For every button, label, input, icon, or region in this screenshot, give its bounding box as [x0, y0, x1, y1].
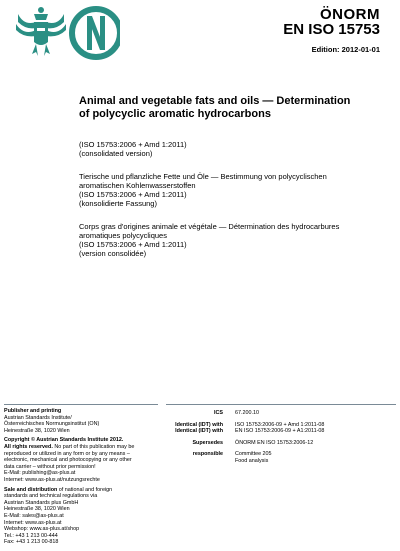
- austrian-standards-logo: [14, 4, 120, 62]
- text-line: Heinestraße 38, 1020 Wien: [4, 427, 70, 434]
- ics-row: [166, 410, 396, 417]
- text-line: (consolidated version): [79, 149, 153, 158]
- text-line: data carrier – without prior permission!: [4, 463, 96, 470]
- ics-label: ICS: [214, 410, 223, 416]
- supersedes-label: Supersedes: [192, 439, 223, 446]
- text-line: Tierische und pflanzliche Fette und Öle — Bestimmung von polycyclischen: [79, 172, 327, 181]
- footer-divider-left: [4, 404, 158, 405]
- identical-value: EN ISO 15753:2006-09 + A1:2011-08: [235, 428, 325, 435]
- text-line: (ISO 15753:2006 + Amd 1:2011): [79, 190, 187, 199]
- rights-line: [4, 444, 164, 451]
- identical-values: [235, 422, 396, 435]
- sale-rest: of national and foreign: [57, 486, 113, 493]
- publisher-section: [4, 408, 164, 434]
- sale-bold: Sale and distribution: [4, 486, 58, 493]
- text-line: Fax: +43 1 213 00-818: [4, 539, 59, 546]
- rights-rest: No part of this publication may be: [52, 443, 135, 450]
- title-line-2: of polycyclic aromatic hydrocarbons: [79, 108, 271, 120]
- text-line: aromatiques polycycliques: [79, 231, 167, 240]
- copyright-section: [4, 437, 164, 483]
- text-line: standards and technical regulations via: [4, 493, 98, 500]
- brand-name: ÖNORM: [320, 6, 380, 23]
- english-reference: [79, 140, 379, 158]
- text-line: E-Mail: sales@as-plus.at: [4, 512, 64, 519]
- standard-number: EN ISO 15753: [283, 21, 380, 38]
- publisher-info: [4, 408, 164, 549]
- text-line: Corps gras d'origines animale et végétale — Détermination des hydrocarbures: [79, 222, 340, 231]
- identical-label: Identical (IDT) with: [175, 428, 223, 435]
- document-title: [79, 95, 379, 121]
- text-line: Austrian Standards Institute/: [4, 414, 72, 421]
- french-title: [79, 222, 379, 258]
- identical-row: [166, 422, 396, 435]
- text-line: Webshop: www.as-plus.at/shop: [4, 526, 80, 533]
- standard-metadata: [166, 410, 396, 470]
- responsible-value: Food analysis: [235, 457, 269, 464]
- text-line: E-Mail: publishing@as-plus.at: [4, 470, 76, 477]
- sale-section: [4, 487, 164, 546]
- on-monogram-icon: [72, 9, 120, 57]
- responsible-value: Committee 205: [235, 451, 272, 458]
- german-title: [79, 172, 379, 208]
- copyright-heading: Copyright © Austrian Standards Institute 2012.: [4, 437, 124, 444]
- title-line-1: Animal and vegetable fats and oils — Determination: [79, 95, 351, 107]
- footer-divider-right: [166, 404, 396, 405]
- text-line: Österreichisches Normungsinstitut (ON): [4, 421, 100, 428]
- ics-value: 67.200.10: [235, 410, 259, 416]
- rights-bold: All rights reserved.: [4, 443, 53, 450]
- publisher-heading: Publisher and printing: [4, 408, 62, 414]
- text-line: (ISO 15753:2006 + Amd 1:2011): [79, 240, 187, 249]
- text-line: (version consolidée): [79, 249, 147, 258]
- supersedes-row: [166, 440, 396, 447]
- text-line: (konsolidierte Fassung): [79, 199, 157, 208]
- austrian-eagle-icon: [16, 7, 66, 56]
- text-line: electronic, mechanical and photocopying or any other: [4, 457, 132, 464]
- responsible-values: [235, 451, 396, 464]
- text-line: Internet: www.as-plus.at: [4, 519, 62, 526]
- responsible-row: [166, 451, 396, 464]
- edition-date: Edition: 2012-01-01: [311, 45, 380, 54]
- text-line: Heinestraße 38, 1020 Wien: [4, 506, 70, 513]
- text-line: Internet: www.as-plus.at/nutzungsrechte: [4, 476, 100, 483]
- text-line: reproduced or utilized in any form or by any means –: [4, 450, 130, 457]
- identical-labels: [166, 422, 235, 435]
- text-line: (ISO 15753:2006 + Amd 1:2011): [79, 140, 187, 149]
- identical-value: ISO 15753:2006-09 + Amd 1:2011-08: [235, 421, 325, 428]
- responsible-label: responsible: [192, 451, 223, 458]
- sale-line: [4, 487, 164, 494]
- text-line: Austrian Standards plus GmbH: [4, 499, 79, 506]
- text-line: Tel.: +43 1 213 00-444: [4, 532, 58, 539]
- supersedes-value: ÖNORM EN ISO 15753:2006-12: [235, 439, 314, 446]
- identical-label: Identical (IDT) with: [175, 421, 223, 428]
- text-line: aromatischen Kohlenwasserstoffen: [79, 181, 196, 190]
